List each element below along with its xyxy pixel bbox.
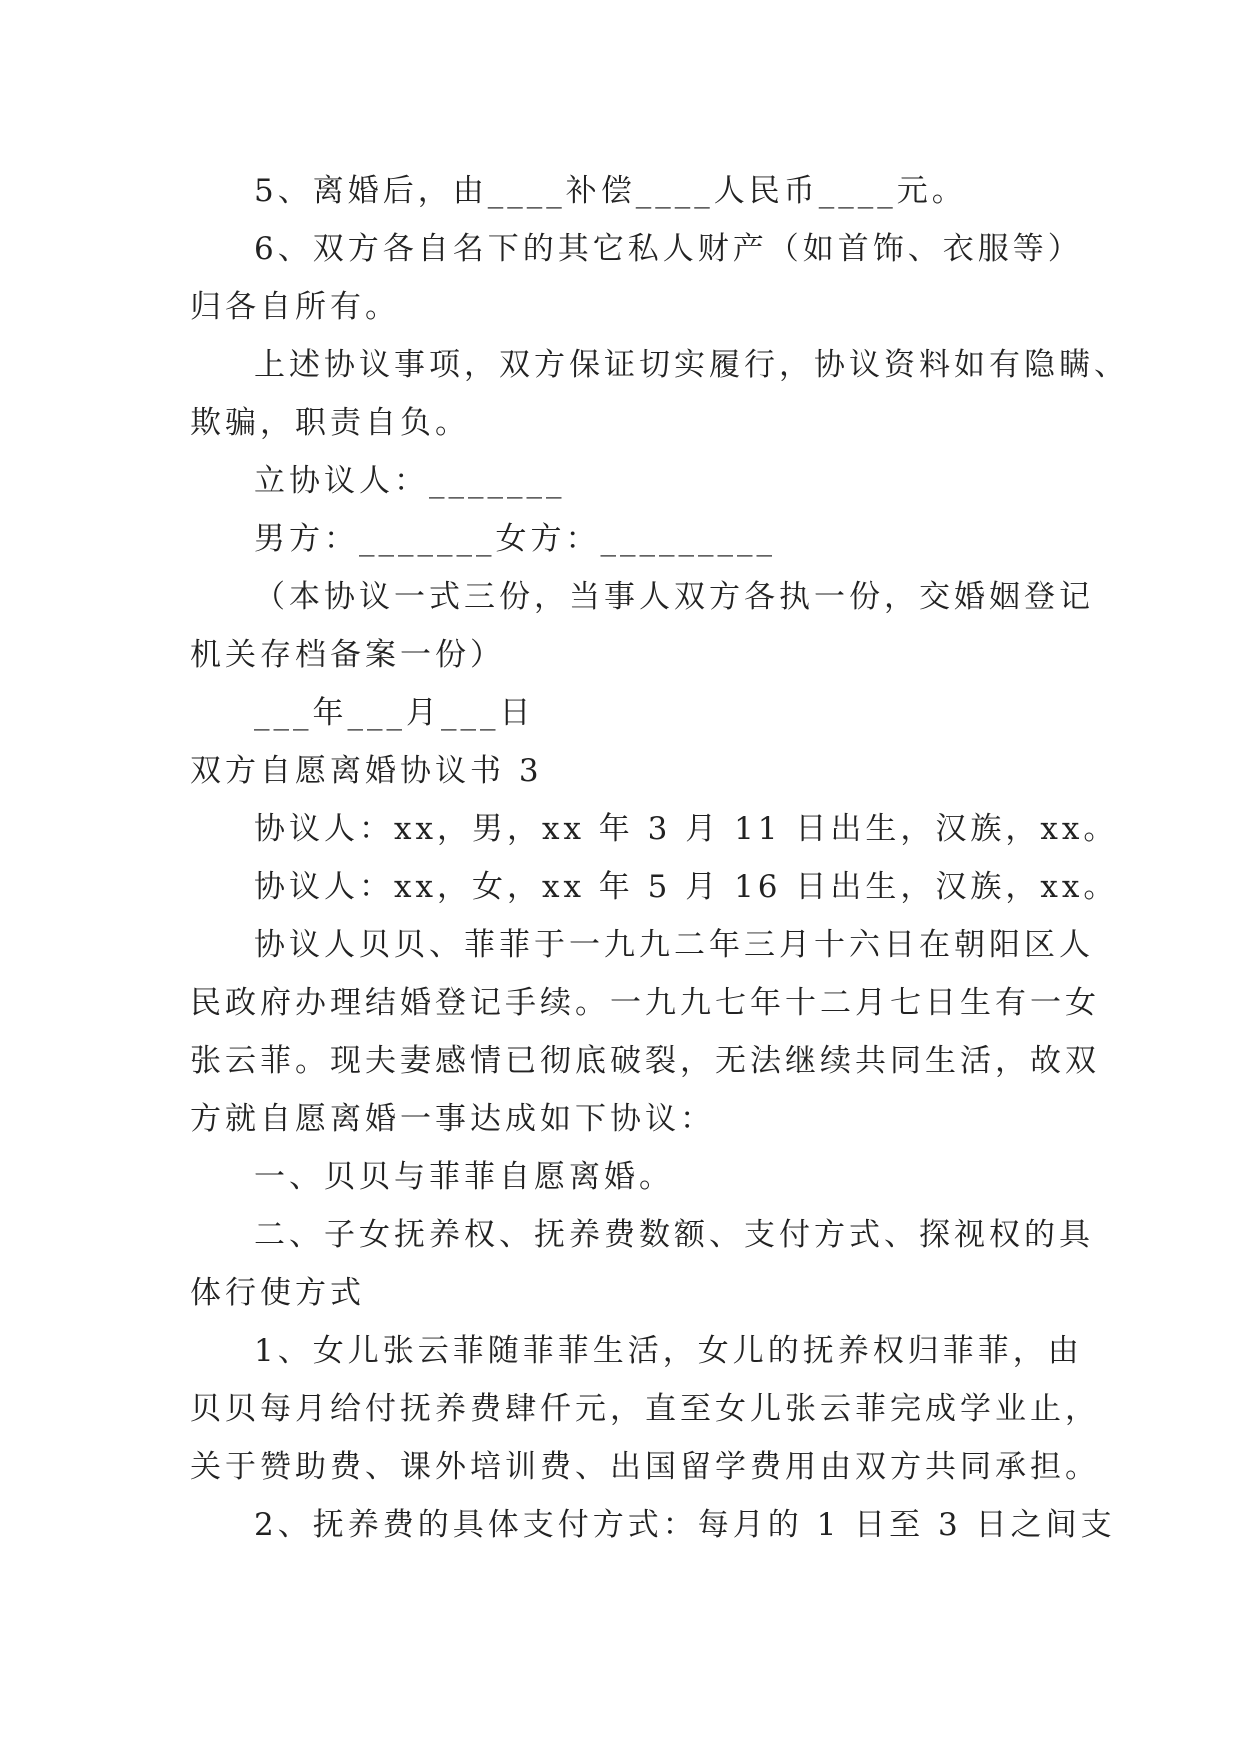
clause-two-custody-heading-line2: 体行使方式 [190, 1275, 365, 1311]
copies-note-line1: （本协议一式三份，当事人双方各执一份，交婚姻登记 [254, 579, 1094, 615]
custody-item-1-line1: 1、女儿张云菲随菲菲生活，女儿的抚养权归菲菲，由 [254, 1333, 1083, 1369]
copies-note-line2: 机关存档备案一份） [190, 637, 505, 673]
signatory-line: 立协议人：_______ [254, 463, 566, 499]
document-body [190, 162, 1129, 1554]
custody-item-1-line2: 贝贝每月给付抚养费肆仟元，直至女儿张云菲完成学业止， [190, 1391, 1100, 1427]
guarantee-statement-line2: 欺骗，职责自负。 [190, 405, 470, 441]
male-female-signature-line: 男方：_______女方：_________ [254, 521, 776, 557]
custody-item-2: 2、抚养费的具体支付方式：每月的 1 日至 3 日之间支 [254, 1507, 1116, 1543]
section-title: 双方自愿离婚协议书 3 [190, 753, 543, 789]
clause-two-custody-heading-line1: 二、子女抚养权、抚养费数额、支付方式、探视权的具 [254, 1217, 1094, 1253]
guarantee-statement-line1: 上述协议事项，双方保证切实履行，协议资料如有隐瞒、 [254, 347, 1129, 383]
clause-6-private-property-line2: 归各自所有。 [190, 289, 400, 325]
party-male-info: 协议人：xx，男，xx 年 3 月 11 日出生，汉族，xx。 [254, 811, 1119, 847]
clause-6-private-property-line1: 6、双方各自名下的其它私人财产（如首饰、衣服等） [254, 231, 1083, 267]
clause-one-divorce: 一、贝贝与菲菲自愿离婚。 [254, 1159, 674, 1195]
clause-5-compensation: 5、离婚后，由____补偿____人民币____元。 [254, 173, 967, 209]
background-paragraph-line1: 协议人贝贝、菲菲于一九九二年三月十六日在朝阳区人 [254, 927, 1094, 963]
party-female-info: 协议人：xx，女，xx 年 5 月 16 日出生，汉族，xx。 [254, 869, 1119, 905]
custody-item-1-line3: 关于赞助费、课外培训费、出国留学费用由双方共同承担。 [190, 1449, 1100, 1485]
background-paragraph-line2: 民政府办理结婚登记手续。一九九七年十二月七日生有一女 [190, 985, 1100, 1021]
background-paragraph-line3: 张云菲。现夫妻感情已彻底破裂，无法继续共同生活，故双 [190, 1043, 1100, 1079]
background-paragraph-line4: 方就自愿离婚一事达成如下协议： [190, 1101, 715, 1137]
date-line: ___年___月___日 [254, 695, 535, 731]
